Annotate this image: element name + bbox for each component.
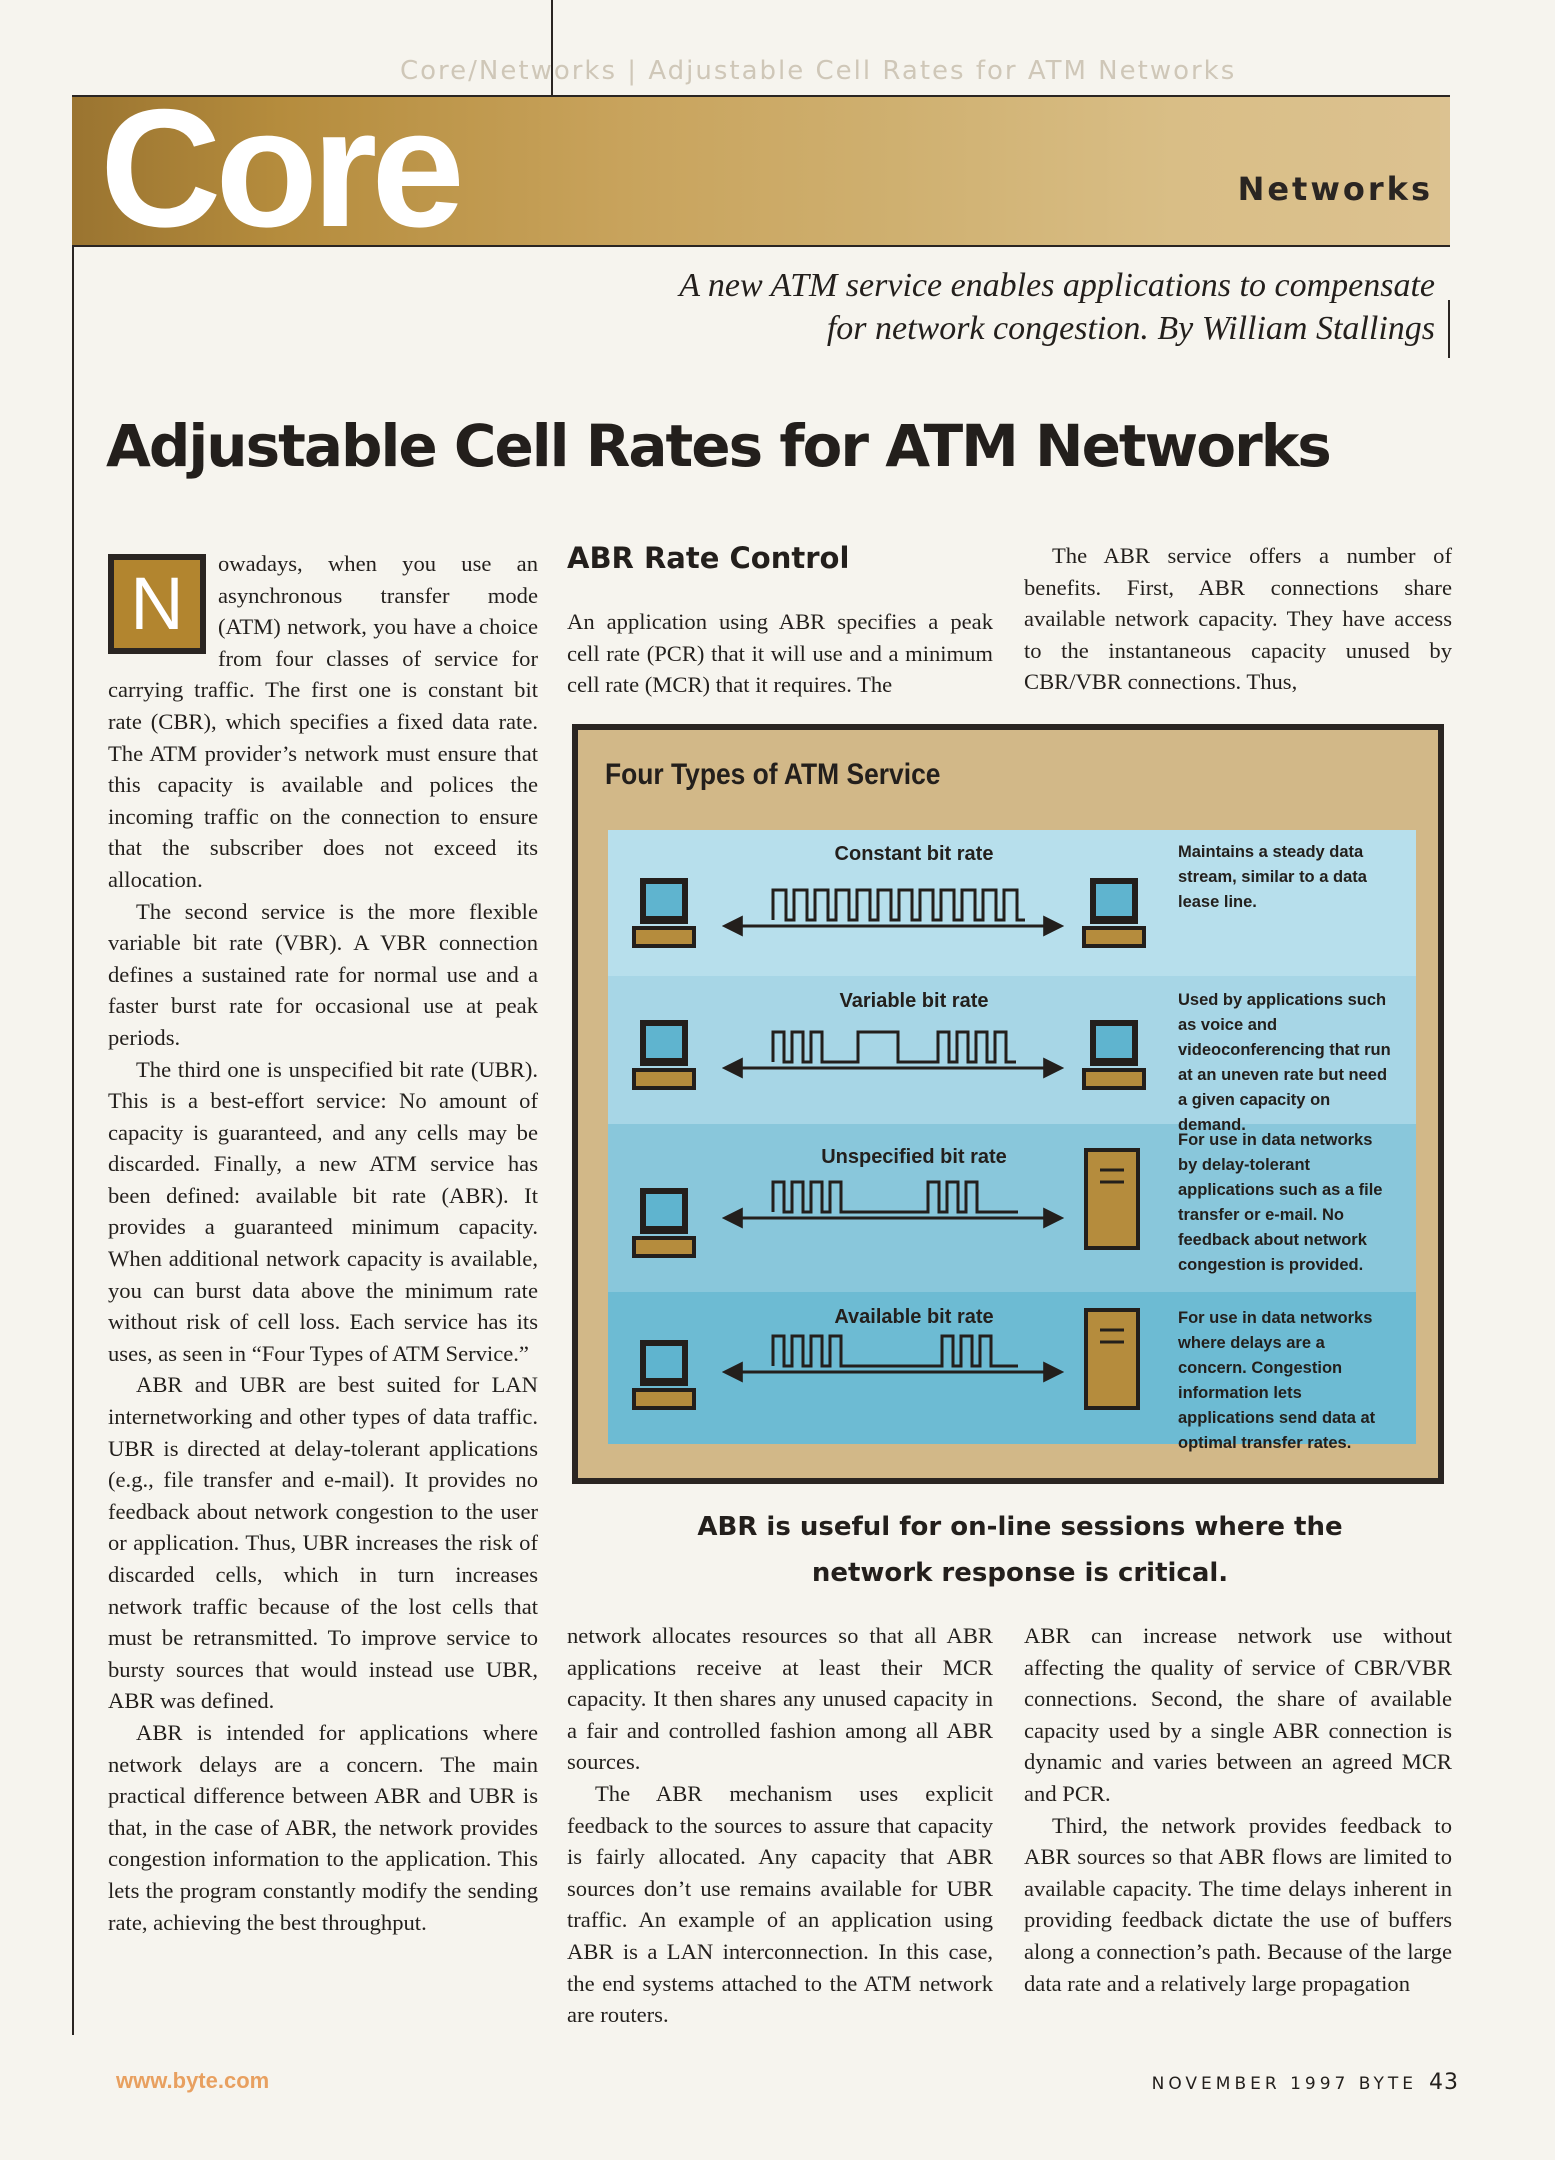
show-through-running-head: Core/Networks | Adjustable Cell Rates for ATM Networks <box>400 56 1237 86</box>
row-description: Maintains a steady data stream, similar to a data lease line. <box>1178 843 1367 911</box>
pull-quote-line-1: ABR is useful for on-line sessions where the <box>697 1512 1343 1542</box>
row-label: Unspecified bit rate <box>821 1146 1007 1168</box>
subhead-abr-rate-control: ABR Rate Control <box>567 541 850 575</box>
headline: Adjustable Cell Rates for ATM Networks <box>106 412 1330 480</box>
deck-line-1: A new ATM service enables applications to compensate <box>679 267 1435 304</box>
paragraph: The third one is unspecified bit rate (UBR). This is a best-effort service: No amount of capacity is guaranteed, and any cells may be discarded. Finally, a new ATM service has been defined: available bit rate (ABR). It provides a guaranteed minimum capacity. When additional network capacity is available, you can burst data above the minimum rate without risk of cell loss. Each service has its uses, as seen in “Four Types of ATM Service.” <box>108 1056 538 1366</box>
column-3-top <box>1024 540 1452 698</box>
paragraph: Third, the network provides feedback to ABR sources so that ABR flows are limited to available capacity. The time delays inherent in providing feedback dictate the use of buffers along a connection’s path. Because of the large data rate and a relatively large propagation <box>1024 1812 1452 1996</box>
row-description: Used by applications such as voice and videoconferencing that run at an uneven rate but need a given capacity on demand. <box>1178 991 1391 1134</box>
pull-quote-line-2: network response is critical. <box>811 1558 1229 1588</box>
server-icon <box>1086 1150 1138 1248</box>
column-2-bottom <box>567 1620 993 2031</box>
right-computer-icon <box>1084 878 1144 946</box>
paragraph: network allocates resources so that all ABR applications receive at least their MCR capacity. It then shares any unused capacity in a fair and controlled fashion among all ABR sources. <box>567 1623 993 1775</box>
paragraph: The ABR mechanism uses explicit feedback to the sources to assure that capacity is fairly allocated. Any capacity that ABR sources don’t use remains available for UBR traffic. An example of an application using ABR is a LAN interconnection. In this case, the end systems attached to the ATM network are routers. <box>567 1780 993 2028</box>
drop-cap-letter: N <box>114 560 200 648</box>
row-description: For use in data networks where delays are a concern. Congestion information lets applications send data at optimal transfer rates. <box>1178 1309 1376 1452</box>
row-description: For use in data networks by delay-tolerant applications such as a file transfer or e-mail. No feedback about network congestion is provided. <box>1178 1131 1383 1274</box>
figure-title: Four Types of ATM Service <box>605 758 941 791</box>
cbr-signal-waveform <box>773 890 1025 920</box>
column-2-top <box>567 606 993 701</box>
ubr-signal-waveform <box>773 1182 1018 1212</box>
server-icon <box>1086 1310 1138 1408</box>
paragraph: An application using ABR specifies a peak cell rate (PCR) that it will use and a minimum cell rate (MCR) that it requires. The <box>567 609 993 698</box>
left-computer-icon <box>634 878 694 946</box>
paragraph: The ABR service offers a number of benefits. First, ABR connections share available network capacity. They have access to the instantaneous capacity unused by CBR/VBR connections. Thus, <box>1024 543 1452 695</box>
issue-date: NOVEMBER 1997 BYTE <box>1151 2074 1417 2094</box>
deck-rule <box>1448 300 1450 358</box>
paragraph: ABR can increase network use without affecting the quality of service of CBR/VBR connections. Second, the share of available capacity used by a single ABR connection is dynamic and varies between an agreed MCR and PCR. <box>1024 1623 1452 1806</box>
row-label: Available bit rate <box>834 1306 994 1328</box>
computer-icon <box>634 1340 694 1408</box>
vbr-signal-waveform <box>773 1032 1016 1062</box>
deck-line-2: for network congestion. By William Stallings <box>826 310 1435 347</box>
footer-folio <box>1152 2070 1459 2095</box>
drop-cap <box>108 554 206 654</box>
paragraph: ABR is intended for applications where network delays are a concern. The main practical difference between ABR and UBR is that, in the case of ABR, the network provides congestion information to the application. This lets the program constantly modify the sending rate, achieving the best throughput. <box>108 1719 538 1935</box>
column-3-bottom <box>1024 1620 1452 1999</box>
row-label: Constant bit rate <box>834 843 994 865</box>
column-1 <box>108 548 538 1938</box>
page-number: 43 <box>1429 2070 1459 2095</box>
paragraph: owadays, when you use an asynchronous transfer mode (ATM) network, you have a choice from four classes of service for carrying traffic. The first one is constant bit rate (CBR), which specifies a fixed data rate. The ATM provider’s network must ensure that this capacity is available and polices the incoming traffic on the connection to ensure that the subscriber does not exceed its allocation. <box>108 551 538 892</box>
pull-quote <box>640 1504 1400 1596</box>
figure-illustration <box>608 830 1416 1444</box>
left-computer-icon <box>634 1020 694 1088</box>
paragraph: ABR and UBR are best suited for LAN internetworking and other types of data traffic. UBR is directed at delay-tolerant applications (e.g., file transfer and e-mail). It provides no feedback about network congestion to the user or application. Thus, UBR increases the risk of discarded cells, which in turn increases network traffic because of the lost cells that must be retransmitted. To improve service to bursty sources that would instead use UBR, ABR was defined. <box>108 1372 538 1714</box>
abr-signal-waveform <box>773 1336 1018 1366</box>
left-margin-rule <box>72 245 74 2035</box>
footer-url[interactable]: www.byte.com <box>116 2068 270 2093</box>
right-computer-icon <box>1084 1020 1144 1088</box>
row-label: Variable bit rate <box>839 990 989 1012</box>
section-label: Networks <box>1237 170 1433 208</box>
deck <box>535 264 1435 350</box>
computer-icon <box>634 1188 694 1256</box>
core-logo: Core <box>100 74 459 262</box>
paragraph: The second service is the more flexible variable bit rate (VBR). A VBR connection defines a sustained rate for normal use and a faster burst rate for occasional use at peak periods. <box>108 898 538 1050</box>
